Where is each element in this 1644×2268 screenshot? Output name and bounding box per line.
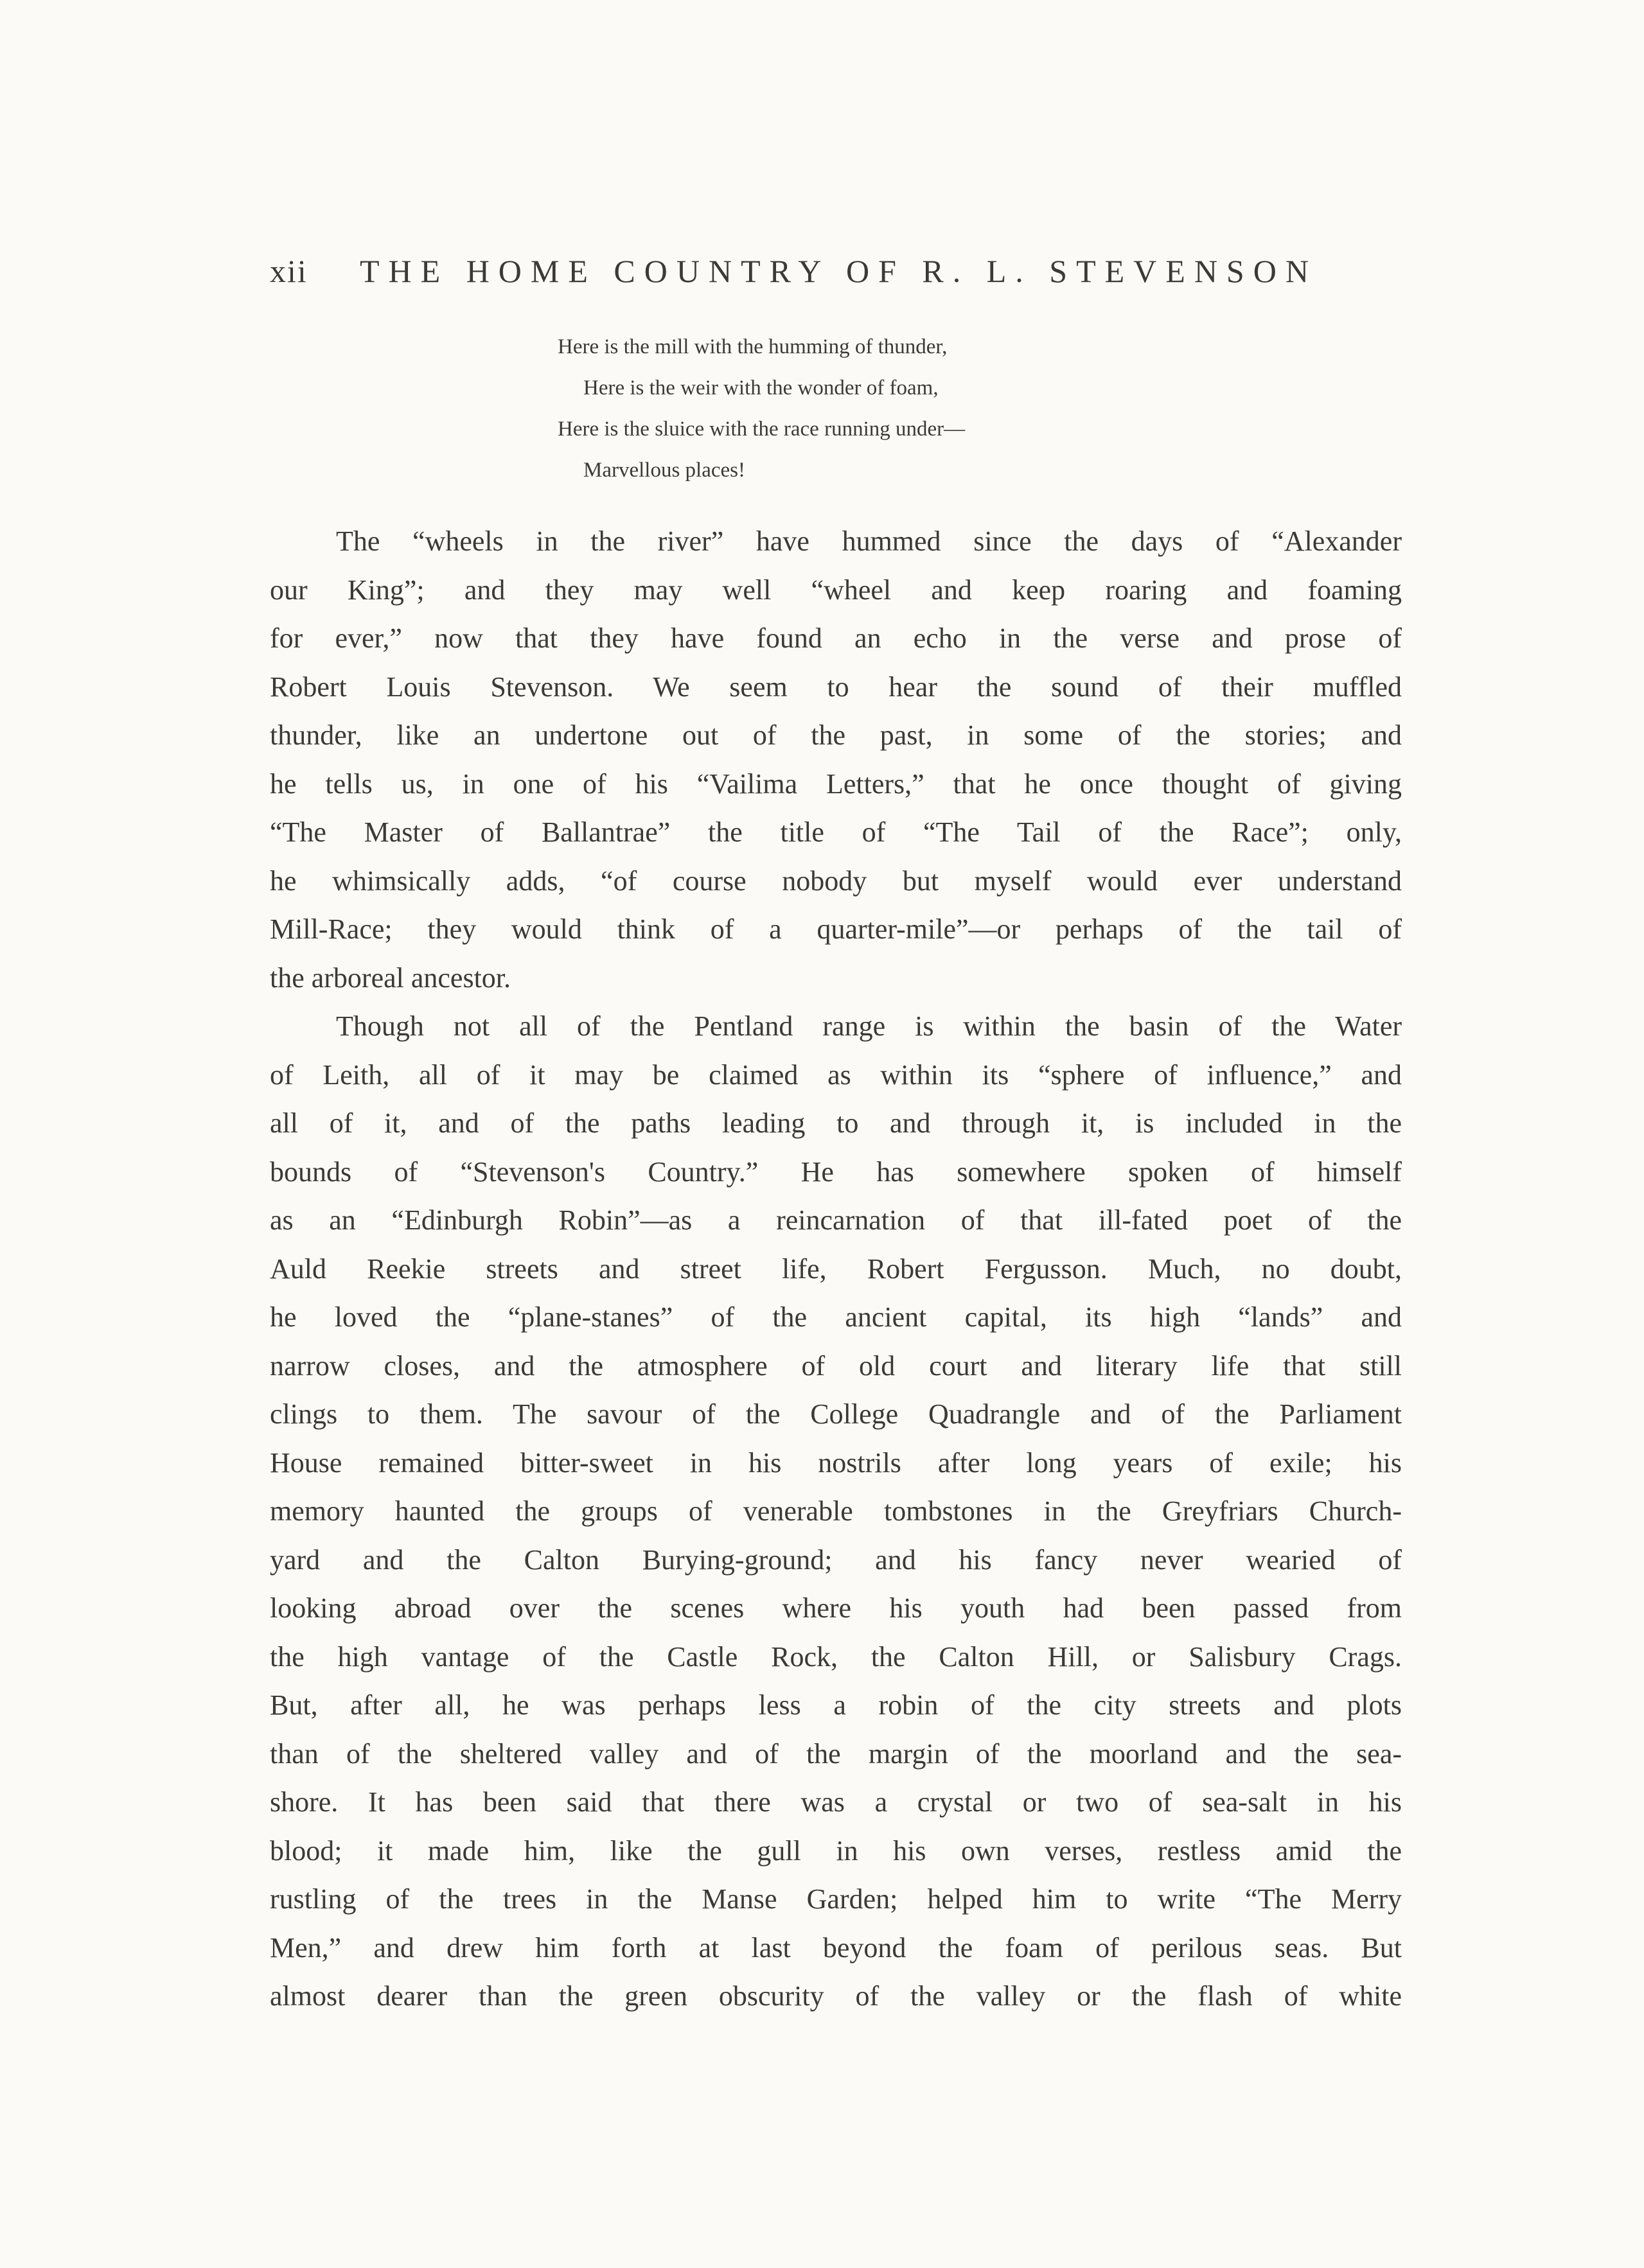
text-line: “The Master of Ballantrae” the title of “The Tail of the Race”; only, xyxy=(270,816,1402,848)
text-line: he tells us, in one of his “Vailima Letters,” that he once thought of giving xyxy=(270,768,1402,800)
text-line: our King”; and they may well “wheel and keep roaring and foaming xyxy=(270,574,1402,606)
text-line: the high vantage of the Castle Rock, the Calton Hill, or Salisbury Crags. xyxy=(270,1640,1402,1673)
text-line: Auld Reekie streets and street life, Robert Fergusson. Much, no doubt, xyxy=(270,1253,1402,1285)
running-title: THE HOME COUNTRY OF R. L. STEVENSON xyxy=(360,253,1318,289)
text-line: he whimsically adds, “of course nobody but myself would ever understand xyxy=(270,865,1402,897)
text-line: The “wheels in the river” have hummed since the days of “Alexander xyxy=(336,525,1402,557)
text-line: as an “Edinburgh Robin”—as a reincarnation of that ill-fated poet of the xyxy=(270,1204,1402,1236)
text-line: blood; it made him, like the gull in his own verses, restless amid the xyxy=(270,1834,1402,1867)
text-line: almost dearer than the green obscurity of the valley or the flash of white xyxy=(270,1980,1402,2012)
text-line: rustling of the trees in the Manse Garden; helped him to write “The Merry xyxy=(270,1883,1402,1915)
text-line: Mill-Race; they would think of a quarter-mile”—or perhaps of the tail of xyxy=(270,913,1402,945)
verse-line: Here is the sluice with the race running under— xyxy=(558,418,966,441)
text-line: clings to them. The savour of the College Quadrangle and of the Parliament xyxy=(270,1398,1402,1430)
text-line: House remained bitter-sweet in his nostrils after long years of exile; his xyxy=(270,1446,1402,1479)
running-header xyxy=(270,252,1394,290)
verse-line: Here is the mill with the humming of thunder, xyxy=(558,335,948,358)
verse-line: Here is the weir with the wonder of foam, xyxy=(583,376,939,400)
text-line: he loved the “plane-stanes” of the ancient capital, its high “lands” and xyxy=(270,1301,1402,1333)
verse-line: Marvellous places! xyxy=(583,459,745,482)
text-line: looking abroad over the scenes where his youth had been passed from xyxy=(270,1592,1402,1624)
text-line: thunder, like an undertone out of the past, in some of the stories; and xyxy=(270,719,1402,751)
paragraph-1 xyxy=(270,517,1402,1002)
text-line: Robert Louis Stevenson. We seem to hear the sound of their muffled xyxy=(270,671,1402,703)
text-line: But, after all, he was perhaps less a robin of the city streets and plots xyxy=(270,1689,1402,1721)
page-number: xii xyxy=(270,253,308,289)
text-line: the arboreal ancestor. xyxy=(270,962,511,994)
text-line: than of the sheltered valley and of the margin of the moorland and the sea- xyxy=(270,1737,1402,1770)
text-line: shore. It has been said that there was a crystal or two of sea-salt in his xyxy=(270,1786,1402,1818)
text-line: for ever,” now that they have found an echo in the verse and prose of xyxy=(270,622,1402,654)
text-line: yard and the Calton Burying-ground; and his fancy never wearied of xyxy=(270,1543,1402,1576)
text-line: all of it, and of the paths leading to and through it, is included in the xyxy=(270,1107,1402,1139)
text-line: bounds of “Stevenson's Country.” He has somewhere spoken of himself xyxy=(270,1156,1402,1188)
text-line: memory haunted the groups of venerable tombstones in the Greyfriars Church- xyxy=(270,1495,1402,1527)
text-line: Men,” and drew him forth at last beyond the foam of perilous seas. But xyxy=(270,1931,1402,1964)
text-line: of Leith, all of it may be claimed as within its “sphere of influence,” and xyxy=(270,1059,1402,1091)
paragraph-2 xyxy=(270,1002,1402,2021)
text-line: narrow closes, and the atmosphere of old court and literary life that still xyxy=(270,1349,1402,1382)
verse-quotation xyxy=(558,326,1136,491)
body-text xyxy=(270,517,1402,2021)
text-line: Though not all of the Pentland range is within the basin of the Water xyxy=(336,1010,1402,1042)
